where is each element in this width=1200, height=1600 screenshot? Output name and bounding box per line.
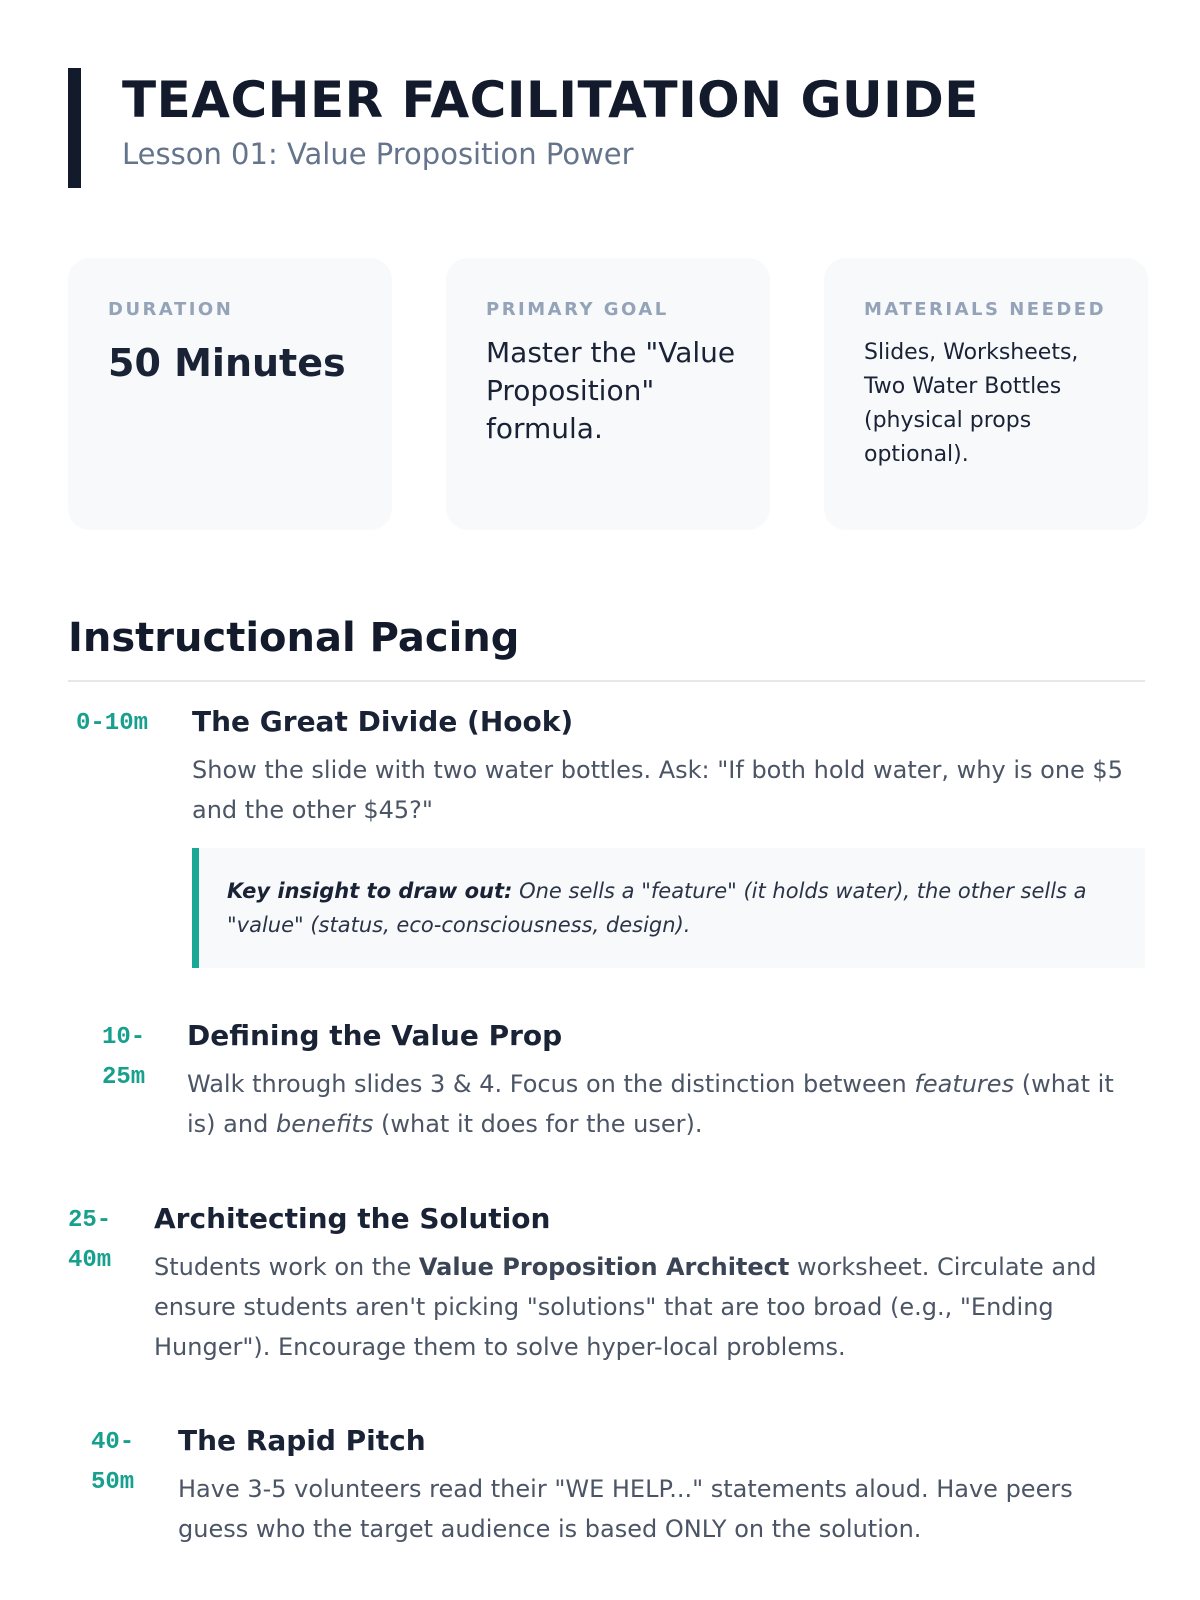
materials-value: Slides, Worksheets, Two Water Bottles (physical props optional). — [864, 340, 1079, 467]
materials-label: MATERIALS NEEDED — [864, 299, 1107, 320]
key-insight-callout — [192, 848, 1145, 968]
header-accent-bar — [68, 68, 81, 188]
pacing-time: 0-10m — [76, 710, 149, 737]
primary-goal-card — [446, 258, 770, 530]
pacing-time: 25- 40m — [68, 1207, 112, 1274]
desc-part: (what it does for the user). — [373, 1110, 703, 1138]
section-divider — [68, 680, 1145, 682]
desc-emphasis-benefits: benefits — [275, 1110, 374, 1138]
duration-card — [68, 258, 392, 530]
primary-goal-label: PRIMARY GOAL — [486, 299, 669, 320]
duration-value: 50 Minutes — [108, 341, 346, 385]
desc-part: Students work on the — [154, 1253, 419, 1281]
pacing-description — [154, 1247, 1145, 1367]
pacing-title: The Great Divide (Hook) — [192, 705, 574, 738]
pacing-body — [192, 702, 1145, 968]
pacing-description: Have 3-5 volunteers read their "WE HELP..." statements aloud. Have peers guess who the target audience is based ONLY on the solution. — [178, 1475, 1073, 1543]
section-heading: Instructional Pacing — [68, 615, 520, 661]
desc-part: Walk through slides 3 & 4. Focus on the distinction between — [187, 1070, 915, 1098]
pacing-time: 10- 25m — [102, 1024, 146, 1091]
key-insight-text: One sells a "feature" (it holds water), the other sells a "value" (status, eco-consciousness, design). — [227, 879, 1087, 937]
pacing-body — [178, 1421, 1145, 1549]
page-header — [68, 68, 1145, 188]
worksheet-name: Value Proposition Architect — [418, 1253, 790, 1281]
pacing-title: The Rapid Pitch — [178, 1424, 426, 1457]
facilitation-guide — [68, 68, 1145, 1543]
desc-part: worksheet. Circulate and ensure students aren't picking "solutions" that are too broad (e.g., "Ending Hunger"). Encourage them to solve hyper-local problems. — [154, 1253, 1097, 1361]
overview-cards — [68, 258, 1145, 530]
key-insight-label: Key insight to draw out: — [227, 879, 513, 903]
desc-part: (what it is) and — [187, 1070, 1114, 1138]
page-title: TEACHER FACILITATION GUIDE — [122, 71, 979, 129]
pacing-title: Architecting the Solution — [154, 1202, 551, 1235]
pacing-description: Show the slide with two water bottles. Ask: "If both hold water, why is one $5 and the other $45?" — [192, 756, 1123, 824]
lesson-subtitle: Lesson 01: Value Proposition Power — [122, 137, 634, 171]
materials-card — [824, 258, 1148, 530]
desc-emphasis-features: features — [914, 1070, 1015, 1098]
pacing-title: Defining the Value Prop — [187, 1019, 563, 1052]
pacing-time: 40- 50m — [91, 1429, 135, 1496]
primary-goal-value: Master the "Value Proposition" formula. — [486, 336, 736, 445]
pacing-body — [187, 1016, 1145, 1144]
duration-label: DURATION — [108, 299, 234, 320]
pacing-description — [187, 1064, 1145, 1144]
pacing-body — [154, 1199, 1145, 1367]
